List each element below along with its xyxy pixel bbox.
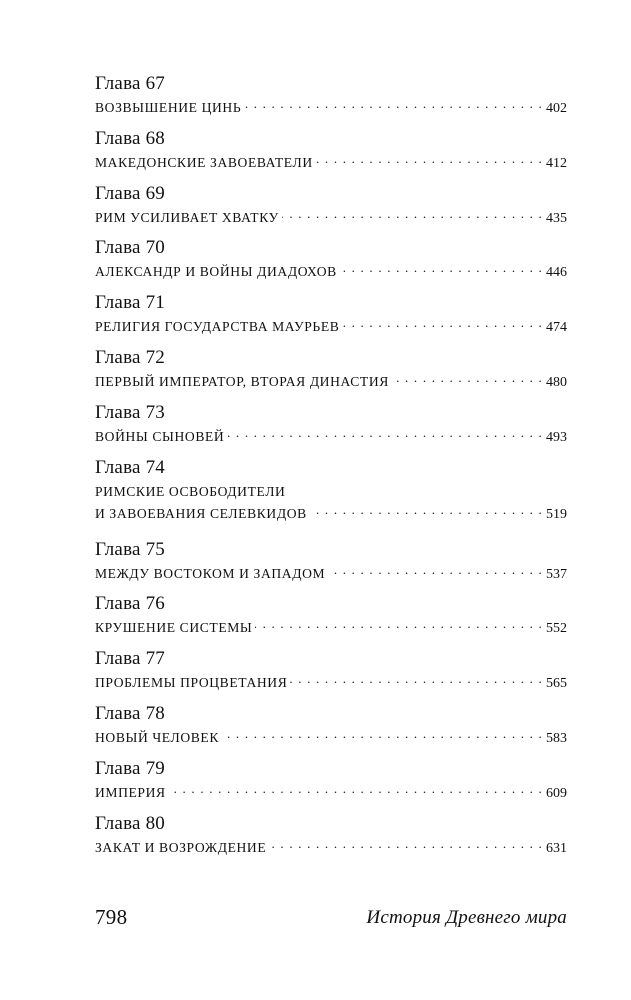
toc-entry-73[interactable] (95, 402, 567, 457)
toc-entry-69[interactable] (95, 183, 567, 238)
chapter-number: Глава 71 (95, 292, 165, 314)
toc-entry-68[interactable] (95, 128, 567, 183)
toc-entry-78[interactable] (95, 703, 567, 758)
dot-leader (340, 262, 543, 276)
chapter-title: ЗАКАТ И ВОЗРОЖДЕНИЕ (95, 839, 267, 855)
chapter-title: ВОЙНЫ СЫНОВЕЙ (95, 428, 225, 444)
chapter-page-number: 609 (546, 785, 567, 801)
page-number: 798 (95, 905, 128, 929)
chapter-title: МАКЕДОНСКИЕ ЗАВОЕВАТЕЛИ (95, 154, 313, 170)
dot-leader (255, 618, 543, 632)
toc-entry-79[interactable] (95, 758, 567, 813)
toc-entry-70[interactable] (95, 237, 567, 292)
chapter-page-number: 565 (546, 676, 567, 692)
chapter-number: Глава 67 (95, 73, 165, 94)
chapter-title: РЕЛИГИЯ ГОСУДАРСТВА МАУРЬЕВ (95, 319, 340, 335)
chapter-number: Глава 78 (95, 702, 165, 724)
chapter-number: Глава 70 (95, 237, 165, 259)
dot-leader (316, 153, 543, 167)
chapter-number: Глава 79 (95, 757, 165, 779)
chapter-title: ВОЗВЫШЕНИЕ ЦИНЬ (95, 100, 242, 115)
dot-leader (328, 564, 543, 578)
dot-leader (282, 208, 543, 222)
chapter-page-number: 631 (546, 840, 567, 856)
chapter-number: Глава 74 (95, 456, 165, 478)
toc-entry-74[interactable] (95, 457, 567, 539)
chapter-page-number: 519 (546, 506, 567, 522)
chapter-title-line (95, 782, 567, 805)
toc-entry-77[interactable] (95, 648, 567, 703)
chapter-title-line (95, 97, 567, 120)
dot-leader (269, 838, 543, 852)
chapter-page-number: 552 (546, 621, 567, 637)
dot-leader (169, 783, 543, 797)
chapter-number: Глава 68 (95, 127, 165, 149)
chapter-title: И ЗАВОЕВАНИЯ СЕЛЕВКИДОВ (95, 505, 307, 521)
chapter-page-number: 446 (546, 265, 567, 281)
chapter-number: Глава 73 (95, 401, 165, 423)
chapter-page-number: 480 (546, 374, 567, 390)
chapter-page-number: 435 (546, 210, 567, 226)
chapter-number: Глава 80 (95, 812, 165, 834)
chapter-title: РИМ УСИЛИВАЕТ ХВАТКУ (95, 209, 279, 225)
chapter-page-number: 474 (546, 320, 567, 336)
dot-leader (290, 673, 543, 687)
chapter-title: МЕЖДУ ВОСТОКОМ И ЗАПАДОМ (95, 565, 326, 581)
chapter-title: КРУШЕНИЕ СИСТЕМЫ (95, 620, 253, 636)
toc-entry-80[interactable] (95, 813, 567, 868)
toc-entry-72[interactable] (95, 347, 567, 402)
dot-leader (310, 504, 543, 518)
chapter-page-number: 412 (546, 155, 567, 171)
chapter-title: ПЕРВЫЙ ИМПЕРАТОР, ВТОРАЯ ДИНАСТИЯ (95, 373, 389, 389)
table-of-contents (95, 73, 567, 867)
chapter-number: Глава 72 (95, 346, 165, 368)
toc-entry-71[interactable] (95, 292, 567, 347)
chapter-title-line (95, 617, 567, 640)
chapter-title-line (95, 371, 567, 394)
dot-leader (244, 98, 543, 112)
dot-leader (342, 317, 543, 331)
toc-entry-67[interactable] (95, 73, 567, 128)
chapter-number: Глава 77 (95, 648, 165, 670)
chapter-number: Глава 69 (95, 182, 165, 204)
chapter-title-line (95, 261, 567, 284)
chapter-number: Глава 75 (95, 538, 165, 560)
chapter-title-line (95, 152, 567, 175)
chapter-title-line (95, 837, 567, 860)
chapter-title-first-line: РИМСКИЕ ОСВОБОДИТЕЛИ (95, 483, 286, 499)
chapter-title-line (95, 727, 567, 750)
chapter-title-line (95, 426, 567, 449)
chapter-title: ПРОБЛЕМЫ ПРОЦВЕТАНИЯ (95, 675, 288, 691)
dot-leader (392, 372, 543, 386)
page-footer (95, 905, 567, 935)
chapter-page-number: 537 (546, 566, 567, 582)
chapter-title-line (95, 503, 567, 526)
chapter-title-line (95, 207, 567, 230)
toc-entry-76[interactable] (95, 593, 567, 648)
chapter-page-number: 583 (546, 730, 567, 746)
chapter-title: АЛЕКСАНДР И ВОЙНЫ ДИАДОХОВ (95, 264, 337, 280)
chapter-number: Глава 76 (95, 593, 165, 615)
dot-leader (222, 728, 543, 742)
chapter-page-number: 493 (546, 429, 567, 445)
chapter-title-line (95, 563, 567, 586)
chapter-page-number: 402 (546, 101, 567, 116)
chapter-title: НОВЫЙ ЧЕЛОВЕК (95, 729, 220, 745)
dot-leader (227, 427, 543, 441)
running-book-title: История Древнего мира (366, 907, 567, 928)
toc-entry-75[interactable] (95, 539, 567, 594)
chapter-title-line (95, 316, 567, 339)
chapter-title-line (95, 672, 567, 695)
chapter-title: ИМПЕРИЯ (95, 784, 166, 800)
